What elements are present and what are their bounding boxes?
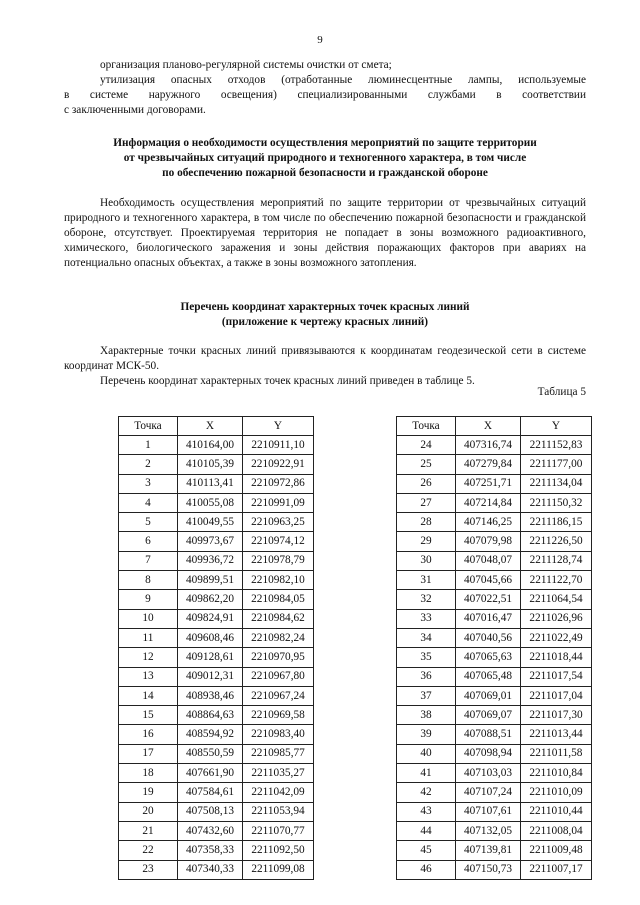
cell-x: 407016,47 (456, 609, 521, 628)
cell-x: 408550,59 (178, 744, 243, 763)
table-row (397, 860, 592, 879)
cell-x: 409608,46 (178, 628, 243, 647)
cell-point: 15 (119, 706, 178, 725)
table-row (119, 783, 314, 802)
table-caption: Таблица 5 (537, 386, 586, 398)
intro-line-1: организация планово-регулярной системы очистки от смета; (100, 59, 392, 71)
section1-body (64, 196, 586, 271)
header-y: Y (521, 417, 592, 436)
cell-point: 18 (119, 764, 178, 783)
cell-x: 407040,56 (456, 628, 521, 647)
cell-x: 407340,33 (178, 860, 243, 879)
table-row (119, 455, 314, 474)
cell-point: 6 (119, 532, 178, 551)
cell-point: 34 (397, 628, 456, 647)
intro-line-3: в системе наружного освещения) специализированными службами в соответствии (64, 89, 586, 101)
cell-y: 2211150,32 (521, 493, 592, 512)
header-y: Y (243, 417, 314, 436)
cell-point: 11 (119, 628, 178, 647)
section2-heading (64, 300, 586, 330)
cell-y: 2211099,08 (243, 860, 314, 879)
header-point: Точка (397, 417, 456, 436)
cell-point: 9 (119, 590, 178, 609)
section1-paragraph: Необходимость осуществления мероприятий по защите территории от чрезвычайных ситуаций природного и техногенного характера, в том числе по обеспечению пожарной безопасности и гражданской обороне, отсутствует. Проектируемая территория не попадает в зоны возможного радиоактивного, химического, биологического заражения и зоны действия поражающих факторов при авариях на потенциально опасных объектах, а также в зоны возможного затопления. (64, 197, 586, 269)
cell-point: 2 (119, 455, 178, 474)
table-row (397, 744, 592, 763)
table-row (119, 667, 314, 686)
cell-x: 407098,94 (456, 744, 521, 763)
cell-y: 2210970,95 (243, 648, 314, 667)
cell-x: 410049,55 (178, 513, 243, 532)
cell-point: 16 (119, 725, 178, 744)
table-row (397, 686, 592, 705)
cell-point: 29 (397, 532, 456, 551)
table-row (119, 764, 314, 783)
cell-y: 2211007,17 (521, 860, 592, 879)
table-row (397, 436, 592, 455)
cell-point: 31 (397, 571, 456, 590)
cell-y: 2210974,12 (243, 532, 314, 551)
cell-x: 408594,92 (178, 725, 243, 744)
table-row (119, 686, 314, 705)
table-row (119, 532, 314, 551)
cell-point: 20 (119, 802, 178, 821)
section2-heading-line-1: Перечень координат характерных точек красных линий (180, 301, 470, 313)
cell-point: 26 (397, 474, 456, 493)
cell-y: 2210978,79 (243, 551, 314, 570)
cell-x: 407107,24 (456, 783, 521, 802)
cell-y: 2210982,10 (243, 571, 314, 590)
table-row (397, 764, 592, 783)
cell-x: 409128,61 (178, 648, 243, 667)
intro-line-4: с заключенными договорами. (64, 104, 206, 116)
cell-x: 407251,71 (456, 474, 521, 493)
cell-x: 409899,51 (178, 571, 243, 590)
cell-y: 2211017,04 (521, 686, 592, 705)
table-row (397, 841, 592, 860)
cell-y: 2211042,09 (243, 783, 314, 802)
cell-point: 33 (397, 609, 456, 628)
table-row (397, 628, 592, 647)
cell-y: 2211053,94 (243, 802, 314, 821)
cell-point: 19 (119, 783, 178, 802)
cell-point: 44 (397, 821, 456, 840)
cell-x: 410164,00 (178, 436, 243, 455)
cell-point: 38 (397, 706, 456, 725)
section1-heading (64, 136, 586, 181)
cell-x: 407069,07 (456, 706, 521, 725)
cell-x: 407088,51 (456, 725, 521, 744)
cell-x: 407150,73 (456, 860, 521, 879)
cell-x: 407139,81 (456, 841, 521, 860)
table-row (119, 744, 314, 763)
table-header-row (119, 417, 314, 436)
table-row (397, 609, 592, 628)
cell-point: 42 (397, 783, 456, 802)
cell-x: 407045,66 (456, 571, 521, 590)
table-row (119, 706, 314, 725)
cell-x: 410105,39 (178, 455, 243, 474)
cell-x: 407079,98 (456, 532, 521, 551)
cell-x: 407065,63 (456, 648, 521, 667)
cell-point: 14 (119, 686, 178, 705)
table-row (397, 571, 592, 590)
cell-x: 409862,20 (178, 590, 243, 609)
cell-y: 2211017,54 (521, 667, 592, 686)
intro-line-2: утилизация опасных отходов (отработанные люминесцентные лампы, используемые (100, 74, 586, 86)
section2-paragraph-1: Характерные точки красных линий привязываются к координатам геодезической сети в системе координат МСК-50. (64, 345, 586, 372)
cell-point: 45 (397, 841, 456, 860)
table-row (397, 725, 592, 744)
table-row (397, 648, 592, 667)
cell-y: 2210911,10 (243, 436, 314, 455)
cell-y: 2211134,04 (521, 474, 592, 493)
table-row (119, 436, 314, 455)
table-row (397, 532, 592, 551)
table-row (119, 628, 314, 647)
cell-y: 2211010,44 (521, 802, 592, 821)
cell-y: 2211186,15 (521, 513, 592, 532)
table-row (397, 802, 592, 821)
cell-point: 23 (119, 860, 178, 879)
cell-x: 408938,46 (178, 686, 243, 705)
cell-point: 1 (119, 436, 178, 455)
section1-heading-line-2: от чрезвычайных ситуаций природного и техногенного характера, в том числе (123, 152, 527, 164)
cell-point: 4 (119, 493, 178, 512)
cell-point: 10 (119, 609, 178, 628)
table-row (119, 493, 314, 512)
cell-y: 2211092,50 (243, 841, 314, 860)
table-row (397, 513, 592, 532)
section2-body (64, 344, 586, 389)
cell-y: 2210972,86 (243, 474, 314, 493)
cell-y: 2211128,74 (521, 551, 592, 570)
cell-point: 21 (119, 821, 178, 840)
cell-x: 409824,91 (178, 609, 243, 628)
cell-point: 30 (397, 551, 456, 570)
table-row (119, 841, 314, 860)
table-row (119, 513, 314, 532)
cell-y: 2210984,62 (243, 609, 314, 628)
cell-x: 410055,08 (178, 493, 243, 512)
section1-heading-line-1: Информация о необходимости осуществления мероприятий по защите территории (113, 137, 537, 149)
header-x: X (178, 417, 243, 436)
cell-point: 36 (397, 667, 456, 686)
cell-y: 2211018,44 (521, 648, 592, 667)
cell-point: 43 (397, 802, 456, 821)
cell-point: 35 (397, 648, 456, 667)
cell-x: 409973,67 (178, 532, 243, 551)
table-row (119, 474, 314, 493)
cell-y: 2211226,50 (521, 532, 592, 551)
cell-y: 2210963,25 (243, 513, 314, 532)
cell-point: 25 (397, 455, 456, 474)
cell-x: 409012,31 (178, 667, 243, 686)
cell-x: 407432,60 (178, 821, 243, 840)
table-row (397, 667, 592, 686)
cell-point: 7 (119, 551, 178, 570)
table-row (397, 783, 592, 802)
cell-y: 2210991,09 (243, 493, 314, 512)
cell-y: 2210984,05 (243, 590, 314, 609)
cell-y: 2211017,30 (521, 706, 592, 725)
table-row (119, 609, 314, 628)
table-row (119, 802, 314, 821)
cell-y: 2211013,44 (521, 725, 592, 744)
cell-y: 2211122,70 (521, 571, 592, 590)
cell-y: 2210982,24 (243, 628, 314, 647)
cell-y: 2211064,54 (521, 590, 592, 609)
cell-y: 2211011,58 (521, 744, 592, 763)
section2-heading-line-2: (приложение к чертежу красных линий) (221, 316, 429, 328)
table-row (397, 474, 592, 493)
cell-x: 407048,07 (456, 551, 521, 570)
cell-x: 407107,61 (456, 802, 521, 821)
cell-y: 2210922,91 (243, 455, 314, 474)
cell-x: 407584,61 (178, 783, 243, 802)
cell-point: 39 (397, 725, 456, 744)
table-row (397, 706, 592, 725)
cell-point: 8 (119, 571, 178, 590)
cell-point: 12 (119, 648, 178, 667)
cell-x: 407065,48 (456, 667, 521, 686)
cell-y: 2211022,49 (521, 628, 592, 647)
cell-point: 24 (397, 436, 456, 455)
cell-point: 40 (397, 744, 456, 763)
table-row (119, 821, 314, 840)
cell-x: 407214,84 (456, 493, 521, 512)
cell-point: 3 (119, 474, 178, 493)
cell-y: 2210983,40 (243, 725, 314, 744)
cell-point: 22 (119, 841, 178, 860)
cell-y: 2210967,80 (243, 667, 314, 686)
header-point: Точка (119, 417, 178, 436)
cell-y: 2210967,24 (243, 686, 314, 705)
table-row (397, 455, 592, 474)
cell-x: 409936,72 (178, 551, 243, 570)
table-row (119, 551, 314, 570)
cell-y: 2211035,27 (243, 764, 314, 783)
cell-point: 27 (397, 493, 456, 512)
cell-y: 2211009,48 (521, 841, 592, 860)
cell-y: 2211010,09 (521, 783, 592, 802)
cell-point: 32 (397, 590, 456, 609)
cell-x: 407279,84 (456, 455, 521, 474)
cell-x: 407069,01 (456, 686, 521, 705)
cell-y: 2211010,84 (521, 764, 592, 783)
cell-x: 408864,63 (178, 706, 243, 725)
intro-block (64, 58, 586, 118)
cell-x: 407132,05 (456, 821, 521, 840)
cell-x: 407358,33 (178, 841, 243, 860)
cell-point: 46 (397, 860, 456, 879)
coordinates-table-left (118, 416, 314, 880)
cell-y: 2211152,83 (521, 436, 592, 455)
cell-x: 410113,41 (178, 474, 243, 493)
cell-y: 2211177,00 (521, 455, 592, 474)
cell-point: 13 (119, 667, 178, 686)
table-row (119, 725, 314, 744)
header-x: X (456, 417, 521, 436)
table-row (397, 821, 592, 840)
table-row (119, 648, 314, 667)
cell-x: 407103,03 (456, 764, 521, 783)
table-row (119, 590, 314, 609)
cell-point: 17 (119, 744, 178, 763)
table-row (119, 571, 314, 590)
cell-x: 407146,25 (456, 513, 521, 532)
table-row (397, 551, 592, 570)
cell-x: 407661,90 (178, 764, 243, 783)
table-row (397, 590, 592, 609)
cell-point: 41 (397, 764, 456, 783)
cell-x: 407316,74 (456, 436, 521, 455)
section2-paragraph-2: Перечень координат характерных точек красных линий приведен в таблице 5. (100, 375, 475, 387)
table-row (119, 860, 314, 879)
cell-y: 2211026,96 (521, 609, 592, 628)
section1-heading-line-3: по обеспечению пожарной безопасности и гражданской обороне (162, 167, 488, 179)
cell-x: 407022,51 (456, 590, 521, 609)
table-header-row (397, 417, 592, 436)
cell-y: 2210985,77 (243, 744, 314, 763)
cell-x: 407508,13 (178, 802, 243, 821)
cell-point: 37 (397, 686, 456, 705)
cell-y: 2211070,77 (243, 821, 314, 840)
cell-y: 2211008,04 (521, 821, 592, 840)
coordinates-table-right (396, 416, 592, 880)
cell-y: 2210969,58 (243, 706, 314, 725)
cell-point: 28 (397, 513, 456, 532)
cell-point: 5 (119, 513, 178, 532)
table-row (397, 493, 592, 512)
page-number: 9 (317, 34, 323, 46)
